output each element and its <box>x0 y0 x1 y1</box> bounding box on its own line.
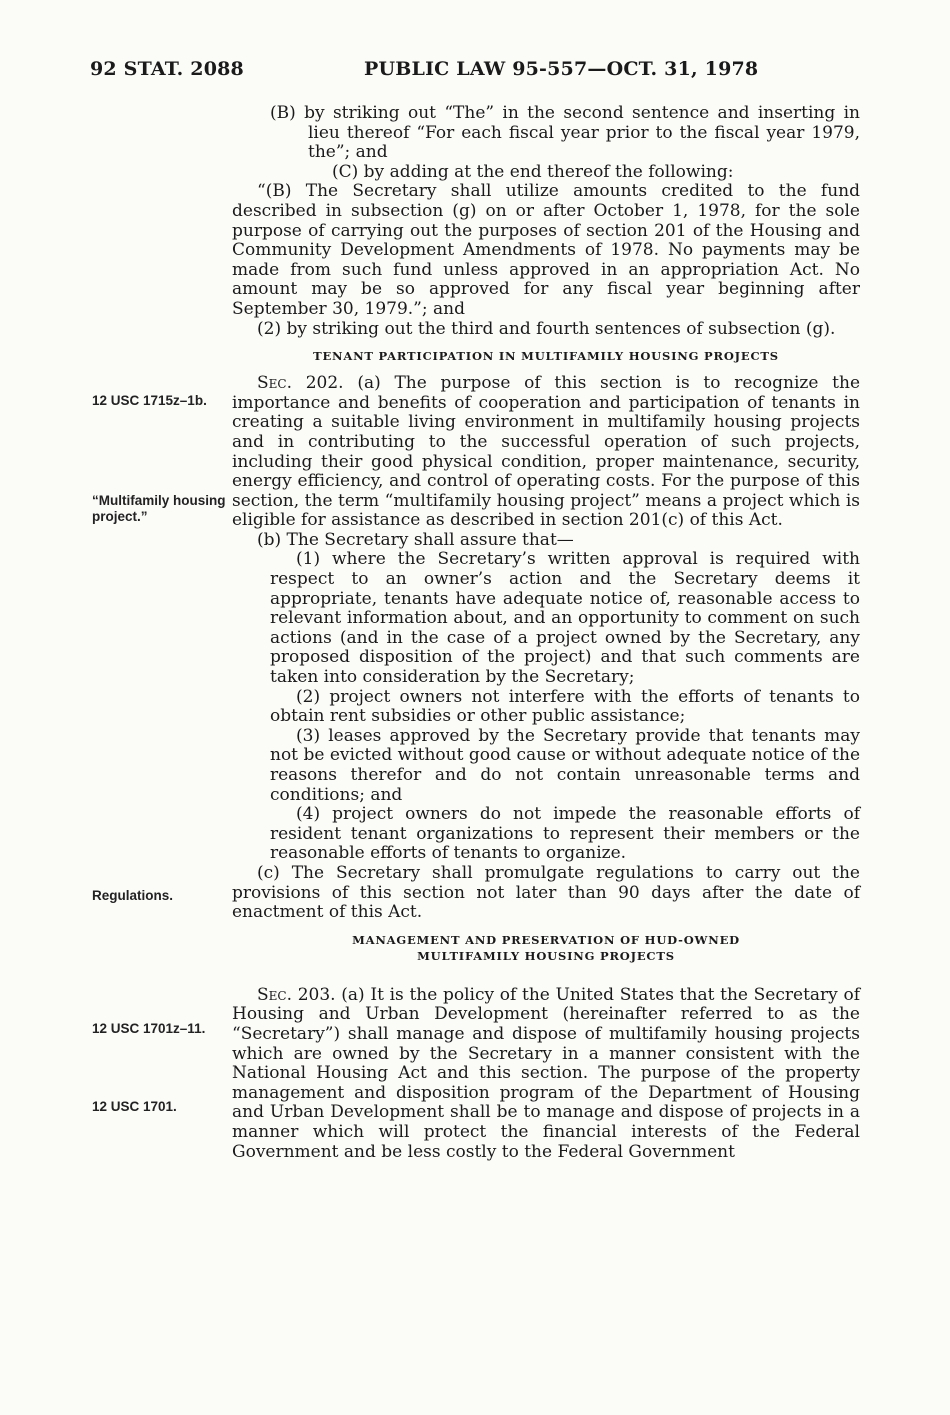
statute-body <box>232 104 860 1162</box>
section-203-label: Sec. 203. <box>257 984 336 1005</box>
heading-management-line-1: MANAGEMENT AND PRESERVATION OF HUD-OWNED <box>352 932 740 947</box>
margin-note-usc-1701: 12 USC 1701. <box>92 1099 177 1114</box>
heading-management-preservation <box>232 932 860 964</box>
section-203-a-text: (a) It is the policy of the United States that the Secretary of Housing and Urban Development (hereinafter referred to as the “Secretary”) shall manage and dispose of multifamily housing projects which are owned by the Secretary in a manner consistent with the National Housing Act and this section. The purpose of the property management and disposition program of the Department of Housing and Urban Development shall be to manage and dispose of projects in a manner which will protect the financial interests of the Federal Government and be less costly to the Federal Government <box>232 984 860 1162</box>
heading-tenant-participation: TENANT PARTICIPATION IN MULTIFAMILY HOUSING PROJECTS <box>313 349 779 364</box>
section-203-a <box>232 986 860 1162</box>
heading-management-line-2: MULTIFAMILY HOUSING PROJECTS <box>417 948 675 963</box>
statute-page-reference: 92 STAT. 2088 <box>90 58 244 80</box>
item-2-striking: (2) by striking out the third and fourth sentences of subsection (g). <box>257 318 836 339</box>
section-202-b: (b) The Secretary shall assure that— <box>257 529 574 550</box>
section-202-b-2: (2) project owners not interfere with the efforts of tenants to obtain rent subsidies or other public assistance; <box>270 686 860 727</box>
margin-note-usc-1701z-11: 12 USC 1701z–11. <box>92 1021 206 1036</box>
quoted-subparagraph-b: “(B) The Secretary shall utilize amounts credited to the fund described in subsection (g) on or after October 1, 1978, for the sole purpose of carrying out the purposes of section 201 of the Housing and Community Development Amendments of 1978. No payments may be made from such fund unless approved in an appropriation Act. No amount may be so approved for any fiscal year beginning after September 30, 1979.”; and <box>232 181 860 319</box>
public-law-title: PUBLIC LAW 95-557—OCT. 31, 1978 <box>364 58 759 80</box>
section-202-b-1: (1) where the Secretary’s written approval is required with respect to an owner’s action and the Secretary deems it appropriate, tenants have adequate notice of, reasonable access to relevant information about, and an opportunity to comment on such actions (and in the case of a project owned by the Secretary, any proposed disposition of the project) and that such comments are taken into consideration by the Secretary; <box>270 549 860 688</box>
margin-note-usc-1715z-1b: 12 USC 1715z–1b. <box>92 393 207 408</box>
section-202-b-4: (4) project owners do not impede the reasonable efforts of resident tenant organizations to represent their members or the reasonable efforts of tenants to organize. <box>270 804 860 864</box>
section-202-a-text: (a) The purpose of this section is to recognize the importance and benefits of cooperation and participation of tenants in creating a suitable living environment in multifamily housing projects and in contributing to the successful operation of such projects, including their good physical condition, proper maintenance, security, energy efficiency, and control of operating costs. For the purpose of this section, the term “multifamily housing project” means a project which is eligible for assistance as described in section 201(c) of this Act. <box>232 373 861 531</box>
clause-b-strike-the: (B) by striking out “The” in the second sentence and inserting in lieu thereof “For each fiscal year prior to the fiscal year 1979, the”; and <box>270 103 860 163</box>
margin-note-regulations: Regulations. <box>92 888 174 903</box>
section-202-a <box>232 374 860 531</box>
section-202-c: (c) The Secretary shall promulgate regulations to carry out the provisions of this section not later than 90 days after the date of enactment of this Act. <box>232 862 860 923</box>
clause-c-adding: (C) by adding at the end thereof the following: <box>332 161 734 182</box>
section-202-b-3: (3) leases approved by the Secretary provide that tenants may not be evicted without good cause or without adequate notice of the reasons therefor and do not contain unreasonable terms and conditions; and <box>270 725 860 805</box>
section-202-label: Sec. 202. <box>257 373 344 394</box>
margin-note-multifamily-definition: “Multifamily housing project.” <box>92 493 226 524</box>
